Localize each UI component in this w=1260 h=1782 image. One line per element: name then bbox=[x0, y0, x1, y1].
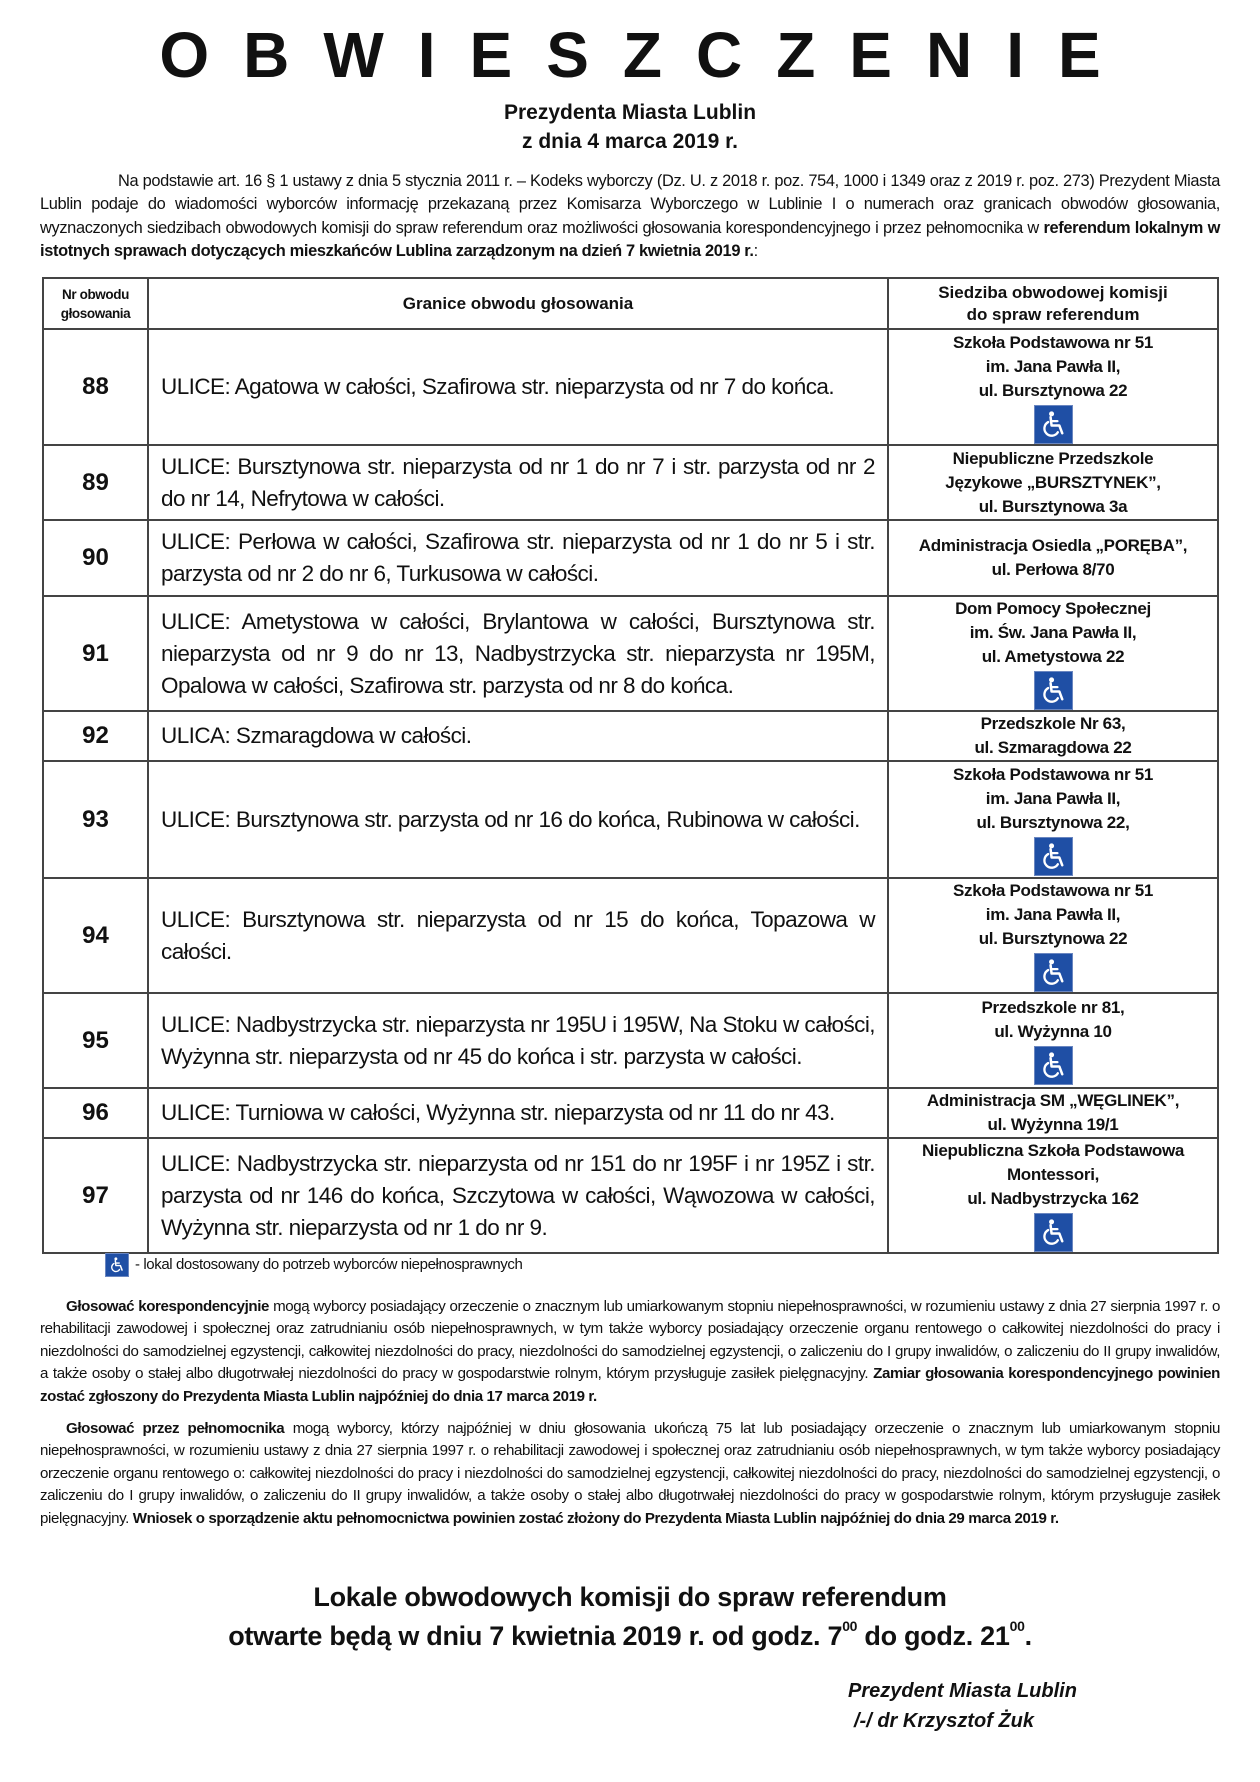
header-boundaries: Granice obwodu głosowania bbox=[148, 278, 888, 329]
seat-line: Przedszkole Nr 63, bbox=[980, 714, 1126, 733]
commission-seat bbox=[888, 878, 1218, 993]
proxy-body: mogą wyborcy, którzy najpóźniej w dniu głosowania ukończą 75 lat lub posiadający orzeczenie o znacznym lub umiarkowanym stopniu niepełnosprawności, w rozumieniu ustawy z dnia 27 sierpnia 1997 r. o rehabilitacji zawodowej i społecznej oraz zatrudnianiu osób niepełnosprawnych, w tym także wyborcy posiadający orzeczenie organu rentowego o: całkowitej niezdolności do pracy i niezdolności do samodzielnej egzystencji, całkowitej niezdolności do pracy, niezdolności do samodzielnej egzystencji, o zaliczeniu do I grupy inwalidów, o zaliczeniu do II grupy inwalidów, a także osoby o stałej albo długotrwałej niezdolności do pracy w gospodarstwie rolnym, którym przysługuje zasiłek pielęgnacyjny. bbox=[40, 1420, 1220, 1527]
commission-seat bbox=[888, 445, 1218, 520]
table-row bbox=[43, 878, 1218, 993]
district-boundaries: ULICE: Bursztynowa str. nieparzysta od nr 1 do nr 7 i str. parzysta od nr 2 do nr 14, Nefrytowa w całości. bbox=[148, 445, 888, 520]
seat-line: Dom Pomocy Społecznej bbox=[955, 599, 1151, 618]
wheelchair-accessibility-icon bbox=[105, 1253, 129, 1277]
district-number: 95 bbox=[43, 993, 148, 1088]
wheelchair-accessibility-icon bbox=[1034, 953, 1073, 992]
correspondence-body: mogą wyborcy posiadający orzeczenie o znacznym lub umiarkowanym stopniu niepełnosprawności, w rozumieniu ustawy z dnia 27 sierpnia 1997 r. o rehabilitacji zawodowej i społecznej oraz zatrudnianiu osób niepełnosprawnych, w tym także wyborcy posiadający orzeczenie organu rentowego o całkowitej niezdolności do pracy i niezdolności do samodzielnej egzystencji, całkowitej niezdolności do pracy, niezdolności do samodzielnej egzystencji, o zaliczeniu do I grupy inwalidów, o zaliczeniu do II grupy inwalidów, a także osoby o stałej albo długotrwałej niezdolności do pracy w gospodarstwie rolnym, którym przysługuje zasiłek pielęgnacyjny. bbox=[40, 1298, 1220, 1383]
district-number: 88 bbox=[43, 329, 148, 445]
table-row bbox=[43, 445, 1218, 520]
opening-hours-notice bbox=[0, 1578, 1260, 1656]
seat-line: im. Jana Pawła II, bbox=[985, 356, 1121, 376]
intro-text: Na podstawie art. 16 § 1 ustawy z dnia 5 stycznia 2011 r. – Kodeks wyborczy (Dz. U. z 2018 r. poz. 754, 1000 i 1349 oraz z 2019 r. poz. 273) Prezydent Miasta Lublin podaje do wiadomości wyborców informację przekazaną przez Komisarza Wyborczego w Lublinie I o numerach oraz granicach obwodów głosowania, wyznaczonych siedzibach obwodowych komisji do spraw referendum oraz możliwości głosowania korespondencyjnego i przez pełnomocnika w bbox=[40, 172, 1220, 237]
document-subtitle bbox=[0, 98, 1260, 156]
district-number: 96 bbox=[43, 1088, 148, 1138]
seat-line: Szkoła Podstawowa nr 51 bbox=[953, 881, 1153, 900]
legend-text: - lokal dostosowany do potrzeb wyborców niepełnosprawnych bbox=[135, 1256, 523, 1273]
intro-text-bold: referendum lokalnym w istotnych sprawach dotyczących mieszkańców Lublina zarządzonym na dzień 7 kwietnia 2019 r. bbox=[40, 218, 1221, 260]
commission-seat bbox=[888, 711, 1218, 761]
correspondence-voting-paragraph bbox=[40, 1296, 1220, 1408]
seat-line: ul. Ametystowa 22 bbox=[981, 647, 1125, 666]
district-boundaries: ULICE: Turniowa w całości, Wyżynna str. nieparzysta od nr 11 do nr 43. bbox=[148, 1088, 888, 1138]
document-title: OBWIESZCZENIE bbox=[159, 19, 1135, 91]
commission-seat bbox=[888, 1138, 1218, 1253]
intro-text-end: : bbox=[753, 241, 758, 260]
table-row bbox=[43, 329, 1218, 445]
signature bbox=[848, 1676, 1077, 1736]
seat-line: im. Św. Jana Pawła II, bbox=[969, 623, 1137, 642]
commission-seat bbox=[888, 761, 1218, 878]
proxy-voting-paragraph bbox=[40, 1418, 1220, 1530]
seat-line: ul. Bursztynowa 22, bbox=[976, 813, 1130, 832]
seat-line: ul. Wyżynna 19/1 bbox=[987, 1115, 1119, 1134]
district-boundaries: ULICE: Nadbystrzycka str. nieparzysta od nr 151 do nr 195F i nr 195Z i str. parzysta od nr 146 do końca, Szczytowa w całości, Wąwozowa w całości, Wyżynna str. nieparzysta od nr 1 do nr 9. bbox=[148, 1138, 888, 1253]
header-seat: Siedziba obwodowej komisji do spraw referendum bbox=[888, 278, 1218, 329]
seat-line: ul. Bursztynowa 22 bbox=[978, 380, 1128, 400]
district-boundaries: ULICE: Ametystowa w całości, Brylantowa w całości, Bursztynowa str. nieparzysta od nr 9 do nr 13, Nadbystrzycka str. nieparzysta nr 195M, Opalowa w całości, Szafirowa str. parzysta od nr 8 do końca. bbox=[148, 596, 888, 711]
commission-seat bbox=[888, 596, 1218, 711]
districts-table bbox=[42, 277, 1219, 1254]
district-boundaries: ULICE: Agatowa w całości, Szafirowa str. nieparzysta od nr 7 do końca. bbox=[148, 329, 888, 445]
table-row bbox=[43, 711, 1218, 761]
seat-line: Szkoła Podstawowa nr 51 bbox=[953, 765, 1153, 784]
seat-line: ul. Bursztynowa 3a bbox=[978, 496, 1128, 516]
district-boundaries: ULICE: Perłowa w całości, Szafirowa str. nieparzysta od nr 1 do nr 5 i str. parzysta od nr 2 do nr 6, Turkusowa w całości. bbox=[148, 520, 888, 596]
issuer: Prezydenta Miasta Lublin bbox=[503, 101, 757, 124]
seat-line: im. Jana Pawła II, bbox=[985, 789, 1121, 808]
district-number: 94 bbox=[43, 878, 148, 993]
district-number: 92 bbox=[43, 711, 148, 761]
wheelchair-accessibility-icon bbox=[1034, 405, 1073, 444]
commission-seat bbox=[888, 993, 1218, 1088]
district-number: 97 bbox=[43, 1138, 148, 1253]
seat-line: ul. Wyżynna 10 bbox=[994, 1022, 1112, 1041]
seat-line: Niepubliczne Przedszkole bbox=[952, 448, 1154, 468]
seat-line: ul. Nadbystrzycka 162 bbox=[967, 1189, 1139, 1208]
district-boundaries: ULICE: Bursztynowa str. nieparzysta od nr 15 do końca, Topazowa w całości. bbox=[148, 878, 888, 993]
commission-seat bbox=[888, 1088, 1218, 1138]
seat-line: im. Jana Pawła II, bbox=[985, 905, 1121, 924]
district-number: 93 bbox=[43, 761, 148, 878]
seat-line: Niepubliczna Szkoła Podstawowa bbox=[921, 1141, 1185, 1160]
district-boundaries: ULICE: Bursztynowa str. parzysta od nr 16 do końca, Rubinowa w całości. bbox=[148, 761, 888, 878]
issue-date: z dnia 4 marca 2019 r. bbox=[522, 130, 738, 153]
header-number: Nr obwodu głosowania bbox=[43, 278, 148, 329]
wheelchair-accessibility-icon bbox=[1034, 671, 1073, 710]
table-row bbox=[43, 761, 1218, 878]
table-row bbox=[43, 1088, 1218, 1138]
seat-line: Szkoła Podstawowa nr 51 bbox=[953, 332, 1153, 352]
footer-line-2-middle: do godz. 21 bbox=[857, 1621, 1010, 1651]
seat-line: Montessori, bbox=[1006, 1165, 1100, 1184]
closing-minutes: 00 bbox=[1009, 1618, 1025, 1634]
table-body bbox=[43, 329, 1218, 1253]
proxy-deadline: Wniosek o sporządzenie aktu pełnomocnictwa powinien zostać złożony do Prezydenta Miasta Lublin najpóźniej do dnia 29 marca 2019 r. bbox=[132, 1509, 1059, 1527]
footer-line-2-end: . bbox=[1024, 1621, 1032, 1651]
commission-seat bbox=[888, 329, 1218, 445]
table-row bbox=[43, 993, 1218, 1088]
table-row bbox=[43, 596, 1218, 711]
correspondence-lead: Głosować korespondencyjnie bbox=[66, 1298, 269, 1315]
footer-line-2 bbox=[0, 1617, 1260, 1656]
legend bbox=[105, 1253, 522, 1277]
table-row bbox=[43, 1138, 1218, 1253]
footer-line-1: Lokale obwodowych komisji do spraw referendum bbox=[313, 1582, 947, 1612]
signature-title: Prezydent Miasta Lublin bbox=[848, 1680, 1077, 1702]
signature-name: /-/ dr Krzysztof Żuk bbox=[854, 1710, 1035, 1732]
footer-line-2-text: otwarte będą w dniu 7 kwietnia 2019 r. od godz. 7 bbox=[228, 1621, 843, 1651]
district-boundaries: ULICE: Nadbystrzycka str. nieparzysta nr 195U i 195W, Na Stoku w całości, Wyżynna str. nieparzysta od nr 45 do końca i str. parzysta w całości. bbox=[148, 993, 888, 1088]
district-boundaries: ULICA: Szmaragdowa w całości. bbox=[148, 711, 888, 761]
seat-line: Przedszkole nr 81, bbox=[981, 998, 1125, 1017]
table-header-row bbox=[43, 278, 1218, 329]
seat-line: ul. Szmaragdowa 22 bbox=[974, 738, 1132, 757]
seat-line: ul. Perłowa 8/70 bbox=[991, 560, 1115, 579]
district-number: 90 bbox=[43, 520, 148, 596]
seat-line: Administracja SM „WĘGLINEK”, bbox=[926, 1091, 1180, 1110]
seat-line: Administracja Osiedla „PORĘBA”, bbox=[918, 536, 1188, 555]
table-row bbox=[43, 520, 1218, 596]
opening-minutes: 00 bbox=[842, 1618, 858, 1634]
district-number: 91 bbox=[43, 596, 148, 711]
correspondence-deadline: Zamiar głosowania korespondencyjnego powinien zostać zgłoszony do Prezydenta Miasta Lublin najpóźniej do dnia 17 marca 2019 r. bbox=[40, 1365, 1220, 1405]
intro-paragraph bbox=[40, 170, 1220, 263]
district-number: 89 bbox=[43, 445, 148, 520]
wheelchair-accessibility-icon bbox=[1034, 1213, 1073, 1252]
commission-seat bbox=[888, 520, 1218, 596]
seat-line: Językowe „BURSZTYNEK”, bbox=[945, 472, 1161, 492]
seat-line: ul. Bursztynowa 22 bbox=[978, 929, 1128, 948]
wheelchair-accessibility-icon bbox=[1034, 1046, 1073, 1085]
wheelchair-accessibility-icon bbox=[1034, 837, 1073, 876]
proxy-lead: Głosować przez pełnomocnika bbox=[66, 1420, 285, 1437]
